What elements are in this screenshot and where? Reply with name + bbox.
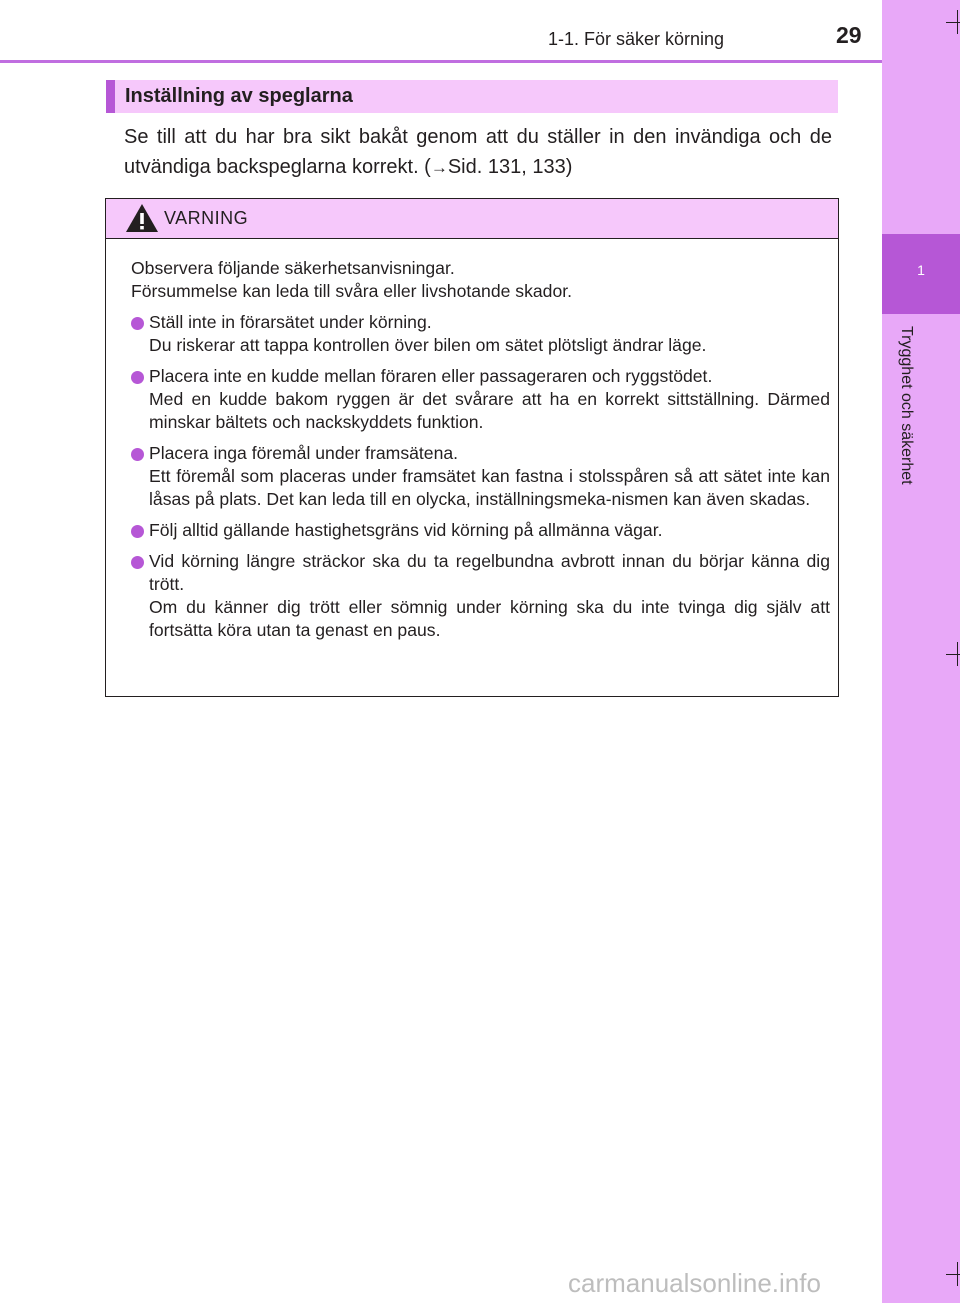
bullet-icon	[131, 448, 144, 461]
section-title: Inställning av speglarna	[125, 85, 353, 107]
header-rule	[0, 60, 882, 63]
warning-box	[105, 198, 839, 697]
warning-item	[131, 311, 830, 357]
warning-intro-line: Försummelse kan leda till svåra eller livshotande skador.	[131, 281, 573, 301]
chapter-number: 1	[917, 262, 925, 278]
page-number: 29	[836, 22, 862, 48]
intro-paragraph	[124, 122, 832, 183]
warning-item-head: Placera inte en kudde mellan föraren eller passageraren och ryggstödet.	[149, 366, 713, 386]
bullet-icon	[131, 556, 144, 569]
intro-text: Se till att du har bra sikt bakåt genom att du ställer in den invändiga och de utvändiga backspeglarna korrekt. (	[124, 126, 832, 178]
section-heading	[106, 80, 838, 113]
warning-item	[131, 365, 830, 434]
warning-intro	[131, 257, 830, 303]
arrow-icon: →	[430, 158, 448, 177]
chapter-title: Trygghet och säkerhet	[898, 326, 915, 485]
watermark-text: carmanualsonline.info	[568, 1268, 821, 1298]
chapter-tab[interactable]	[882, 234, 960, 314]
warning-body	[131, 257, 830, 650]
warning-item	[131, 550, 830, 642]
running-header: 1-1. För säker körning	[548, 29, 725, 49]
bullet-icon	[131, 317, 144, 330]
warning-item-head: Placera inga föremål under framsätena.	[149, 443, 459, 463]
crop-mark	[946, 1274, 960, 1275]
warning-item-head: Följ alltid gällande hastighetsgräns vid körning på allmänna vägar.	[149, 520, 663, 540]
warning-item-body: Ett föremål som placeras under framsätet kan fastna i stolsspåren så att sätet inte kan låsas på plats. Det kan leda till en olycka, inställningsmeka-nismen kan även skadas.	[149, 466, 830, 509]
warning-item-body: Du riskerar att tappa kontrollen över bilen om sätet plötsligt ändrar läge.	[149, 335, 707, 355]
warning-item	[131, 519, 830, 542]
warning-intro-line: Observera följande säkerhetsanvisningar.	[131, 258, 455, 278]
warning-triangle-icon	[125, 203, 159, 233]
bullet-icon	[131, 525, 144, 538]
chapter-sidebar	[882, 0, 960, 1303]
warning-item	[131, 442, 830, 511]
page-reference-link[interactable]: Sid. 131, 133)	[447, 156, 573, 178]
warning-header	[106, 199, 838, 239]
warning-title: VARNING	[164, 208, 249, 228]
crop-mark	[946, 22, 960, 23]
warning-item-body: Med en kudde bakom ryggen är det svårare att ha en korrekt sittställning. Därmed minskar bältets och nackskyddets funktion.	[149, 389, 830, 432]
warning-item-head: Vid körning längre sträckor ska du ta regelbundna avbrott innan du börjar känna dig trött.	[149, 551, 830, 594]
crop-mark	[946, 654, 960, 655]
warning-item-head: Ställ inte in förarsätet under körning.	[149, 312, 432, 332]
warning-item-body: Om du känner dig trött eller sömnig under körning ska du inte tvinga dig själv att fortsätta köra utan ta genast en paus.	[149, 597, 830, 640]
bullet-icon	[131, 371, 144, 384]
